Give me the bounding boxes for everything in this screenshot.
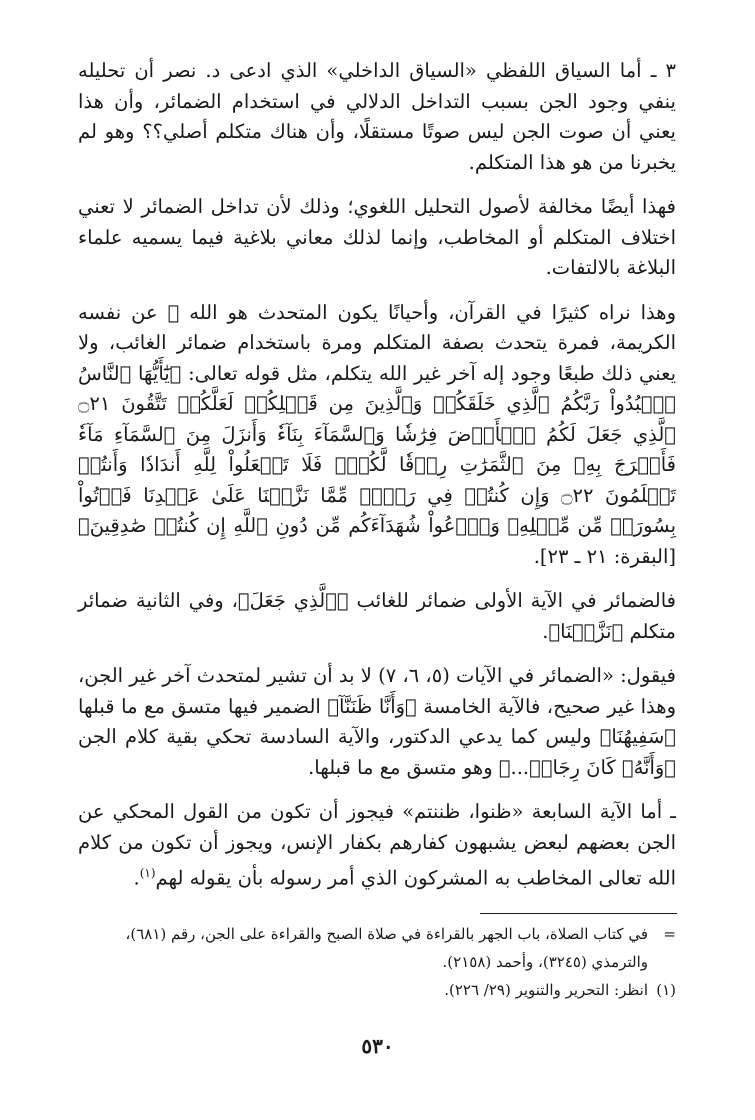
footnote-divider [480, 913, 677, 914]
paragraph-4: فالضمائر في الآية الأولى ضمائر للغائب ﴿ٱلَّذِي جَعَلَ﴾، وفي الثانية ضمائر متكلم ﴿نَزَّلۡنَا﴾. [78, 589, 676, 643]
footnotes [78, 920, 676, 1004]
paragraph-6-text: ـ أما الآية السابعة «ظنوا، ظننتم» فيجوز أن تكون من القول المحكي عن الجن بعضهم لبعض يشبهون كفارهم بكفار الإنس، ويجوز أن تكون من كلام الله تعالى المخاطب به المشركون الذي أمر رسوله بأن يقوله لهم [78, 800, 676, 890]
footnote-continuation [78, 920, 676, 976]
paragraph-1: ٣ ـ أما السياق اللفظي «السياق الداخلي» الذي ادعى د. نصر أن تحليله ينفي وجود الجن بسبب التداخل الدلالي في استخدام الضمائر، وأن هذا يعني أن صوت الجن ليس صوتًا مستقلًا، وأن هناك متكلم أصلي؟؟ وهو لم يخبرنا من هو هذا المتكلم. [78, 59, 676, 174]
paragraph-6 [78, 797, 676, 894]
footnote-1 [78, 976, 676, 1004]
page-body [78, 56, 676, 908]
footnote-text: انظر: التحرير والتنوير (٢٩/ ٢٢٦). [444, 981, 648, 999]
footnote-mark: (١) [656, 981, 676, 999]
page-number: ٥٣٠ [361, 1034, 394, 1058]
paragraph-6-period: . [133, 866, 140, 890]
footnote-mark: = [663, 925, 676, 943]
paragraph-2: فهذا أيضًا مخالفة لأصول التحليل اللغوي؛ وذلك لأن تداخل الضمائر لا تعني اختلاف المتكلم أو المخاطب، وإنما لذلك معاني بلاغية فيما يسميه علماء البلاغة بالالتفات. [78, 195, 676, 279]
footnote-reference[interactable]: (١) [139, 866, 156, 880]
paragraph-5: فيقول: «الضمائر في الآيات (٥، ٦، ٧) لا بد أن تشير لمتحدث آخر غير الجن، وهذا غير صحيح، فالآية الخامسة ﴿وَأَنَّا ظَنَنَّآ﴾ الضمير فيها متسق مع ما قبلها ﴿سَفِيهُنَا﴾ وليس كما يدعي الدكتور، والآية السادسة تحكي بقية كلام الجن ﴿وَأَنَّهُۥ كَانَ رِجَالٞ...﴾ وهو متسق مع ما قبلها. [78, 664, 676, 779]
footnote-text: في كتاب الصلاة، باب الجهر بالقراءة في صلاة الصبح والقراءة على الجن، رقم (٦٨١)، والترمذي (٣٢٤٥)، وأحمد (٢١٥٨). [125, 925, 648, 971]
paragraph-3: وهذا نراه كثيرًا في القرآن، وأحيانًا يكون المتحدث هو الله ﷻ عن نفسه الكريمة، فمرة يتحدث بصفة المتكلم ومرة باستخدام ضمائر الغائب، ولا يعني ذلك طبعًا وجود إله آخر غير الله يتكلم، مثل قوله تعالى: ﴿يَٰٓأَيُّهَا ٱلنَّاسُ ٱعۡبُدُواْ رَبَّكُمُ ٱلَّذِي خَلَقَكُمۡ وَٱلَّذِينَ مِن قَبۡلِكُمۡ لَعَلَّكُمۡ تَتَّقُونَ ۝٢١ ٱلَّذِي جَعَلَ لَكُمُ ٱلۡأَرۡضَ فِرَٰشٗا وَٱلسَّمَآءَ بِنَآءٗ وَأَنزَلَ مِنَ ٱلسَّمَآءِ مَآءٗ فَأَخۡرَجَ بِهِۦ مِنَ ٱلثَّمَرَٰتِ رِزۡقٗا لَّكُمۡۖ فَلَا تَجۡعَلُواْ لِلَّهِ أَندَادٗا وَأَنتُمۡ تَعۡلَمُونَ ۝٢٢ وَإِن كُنتُمۡ فِي رَيۡبٖ مِّمَّا نَزَّلۡنَا عَلَىٰ عَبۡدِنَا فَأۡتُواْ بِسُورَةٖ مِّن مِّثۡلِهِۦ وَٱدۡعُواْ شُهَدَآءَكُم مِّن دُونِ ٱللَّهِ إِن كُنتُمۡ صَٰدِقِينَ﴾ [البقرة: ٢١ ـ ٢٣]. [78, 300, 677, 568]
